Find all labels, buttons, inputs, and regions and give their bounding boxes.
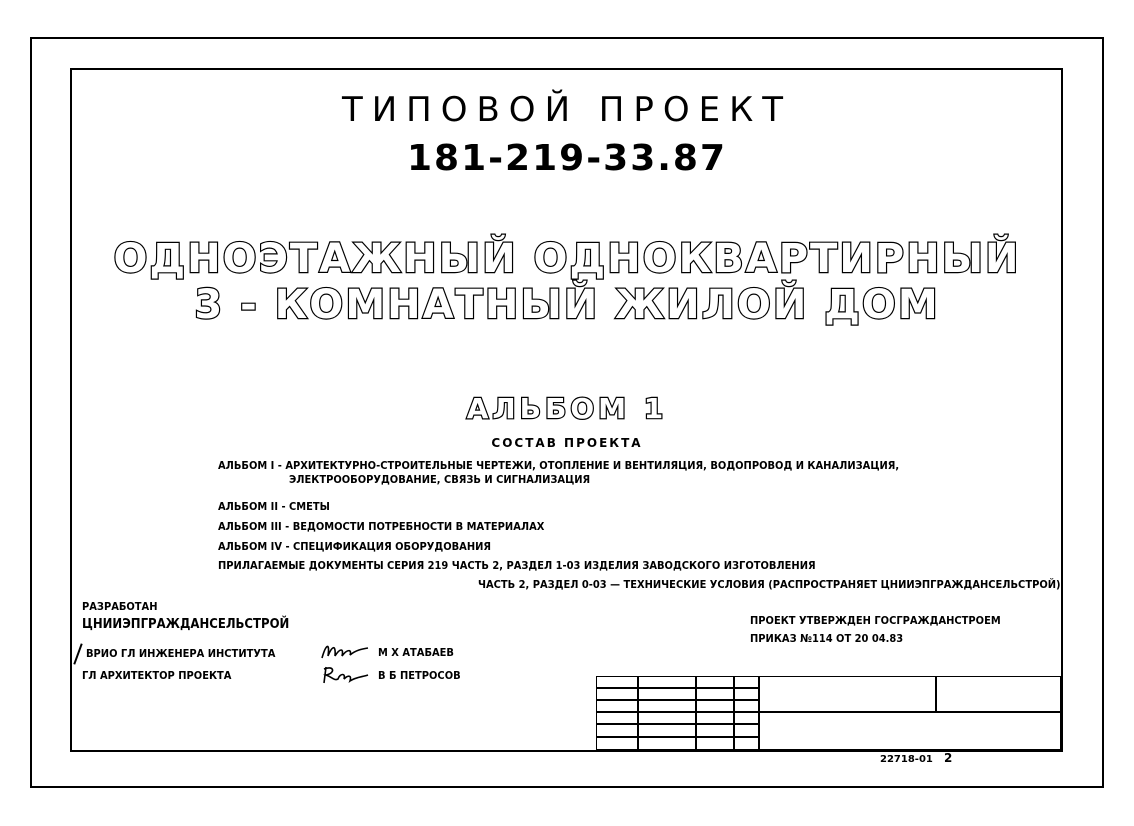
composition-item: АЛЬБОМ III - ВЕДОМОСТИ ПОТРЕБНОСТИ В МАТЕРИАЛАХ [218,520,545,533]
developer-role-chief-engineer: ВРИО ГЛ ИНЖЕНЕРА ИНСТИТУТА [86,647,276,660]
person-atabaev: М Х АТАБАЕВ [378,646,454,659]
composition-item: АЛЬБОМ I - АРХИТЕКТУРНО-СТРОИТЕЛЬНЫЕ ЧЕРТЕЖИ, ОТОПЛЕНИЕ И ВЕНТИЛЯЦИЯ, ВОДОПРОВОД И КАНАЛИЗАЦИЯ, [218,459,900,472]
composition-item: АЛЬБОМ IV - СПЕЦИФИКАЦИЯ ОБОРУДОВАНИЯ [218,540,492,553]
approval-line2: ПРИКАЗ №114 ОТ 20 04.83 [750,632,904,645]
person-petrosov: В Б ПЕТРОСОВ [378,669,461,682]
album-title: АЛЬБОМ 1 [466,392,668,425]
approval-line1: ПРОЕКТ УТВЕРЖДЕН ГОСГРАЖДАНСТРОЕМ [750,614,1001,627]
developer-label: РАЗРАБОТАН [82,600,158,613]
sheet-code: 22718-01 [880,754,933,765]
project-code: 181-219-33.87 [406,138,728,179]
composition-item: ПРИЛАГАЕМЫЕ ДОКУМЕНТЫ СЕРИЯ 219 ЧАСТЬ 2, РАЗДЕЛ 1-03 ИЗДЕЛИЯ ЗАВОДСКОГО ИЗГОТОВЛЕНИЯ [218,559,816,572]
composition-item: ЭЛЕКТРООБОРУДОВАНИЕ, СВЯЗЬ И СИГНАЛИЗАЦИЯ [289,473,591,486]
composition-item: АЛЬБОМ II - СМЕТЫ [218,500,330,513]
project-name-line1: ОДНОЭТАЖНЫЙ ОДНОКВАРТИРНЫЙ [113,236,1021,282]
sheet-number: 2 [944,751,953,765]
developer-role-chief-architect: ГЛ АРХИТЕКТОР ПРОЕКТА [82,669,232,682]
composition-item: ЧАСТЬ 2, РАЗДЕЛ 0-03 — ТЕХНИЧЕСКИЕ УСЛОВИЯ (РАСПРОСТРАНЯЕТ ЦНИИЭПГРАЖДАНСЕЛЬСТРОЙ) [478,578,1061,591]
signature-petrosov [320,663,370,687]
document-type-title: ТИПОВОЙ ПРОЕКТ [341,90,793,130]
project-name-line2: 3 - КОМНАТНЫЙ ЖИЛОЙ ДОМ [194,282,940,328]
title-block-grid [596,676,1063,752]
composition-heading: СОСТАВ ПРОЕКТА [491,436,643,450]
developer-org: ЦНИИЭПГРАЖДАНСЕЛЬСТРОЙ [82,617,290,632]
signature-atabaev [318,640,370,662]
